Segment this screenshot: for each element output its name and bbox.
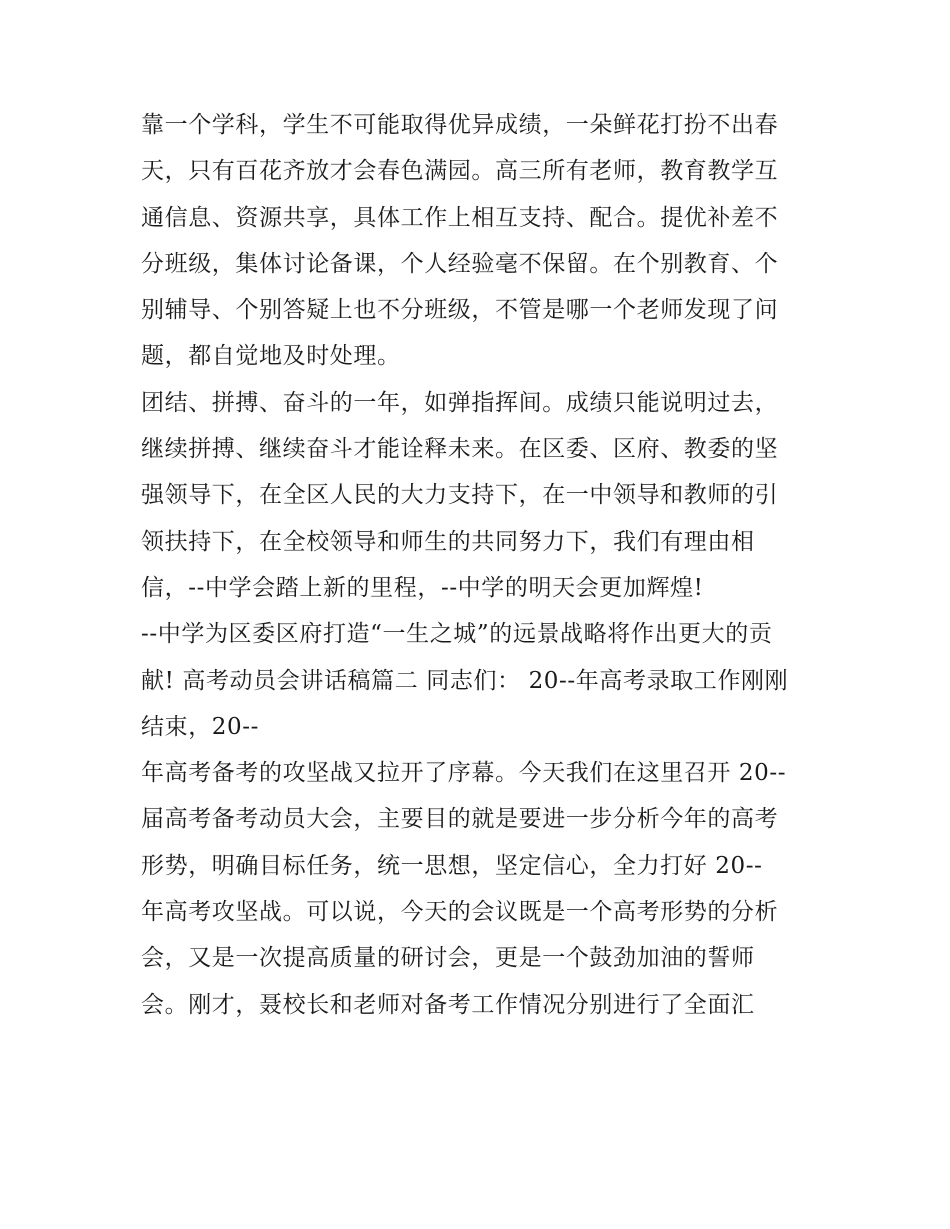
text-line: 领扶持下，在全校领导和师生的共同努力下，我们有理由相 xyxy=(141,528,755,555)
text-line: 分班级，集体讨论备课，个人经验毫不保留。在个别教育、个 xyxy=(141,250,779,277)
text-line: 年高考备考的攻坚战又拉开了序幕。今天我们在这里召开 20-- xyxy=(141,760,787,787)
text-line: 信，--中学会踏上新的里程，--中学的明天会更加辉煌! xyxy=(141,574,704,601)
text-line: 届高考备考动员大会，主要目的就是要进一步分析今年的高考 xyxy=(141,806,779,833)
text-line: 会，又是一次提高质量的研讨会，更是一个鼓劲加油的誓师 xyxy=(141,945,755,972)
text-line: 强领导下，在全区人民的大力支持下，在一中领导和教师的引 xyxy=(141,482,779,509)
text-line: 年高考攻坚战。可以说，今天的会议既是一个高考形势的分析 xyxy=(141,899,779,926)
document-body-text xyxy=(141,102,821,1028)
text-line: --中学为区委区府打造“一生之城”的远景战略将作出更大的贡 xyxy=(141,621,773,648)
text-line: 别辅导、个别答疑上也不分班级，不管是哪一个老师发现了问 xyxy=(141,297,779,324)
text-line: 天，只有百花齐放才会春色满园。高三所有老师，教育教学互 xyxy=(141,158,779,185)
text-line: 靠一个学科，学生不可能取得优异成绩，一朵鲜花打扮不出春 xyxy=(141,112,779,138)
text-line: 献! 高考动员会讲话稿篇二 同志们： 20--年高考录取工作刚刚 xyxy=(141,667,789,694)
text-line: 题，都自觉地及时处理。 xyxy=(141,343,401,370)
text-line: 通信息、资源共享，具体工作上相互支持、配合。提优补差不 xyxy=(141,204,779,231)
text-line: 形势，明确目标任务，统一思想，坚定信心，全力打好 20-- xyxy=(141,852,763,879)
text-line: 会。刚才，聂校长和老师对备考工作情况分别进行了全面汇 xyxy=(141,991,755,1018)
text-line: 结束，20-- xyxy=(141,713,260,740)
text-line: 继续拼搏、继续奋斗才能诠释未来。在区委、区府、教委的坚 xyxy=(141,436,779,463)
text-line: 团结、拼搏、奋斗的一年，如弹指挥间。成绩只能说明过去， xyxy=(141,389,779,416)
